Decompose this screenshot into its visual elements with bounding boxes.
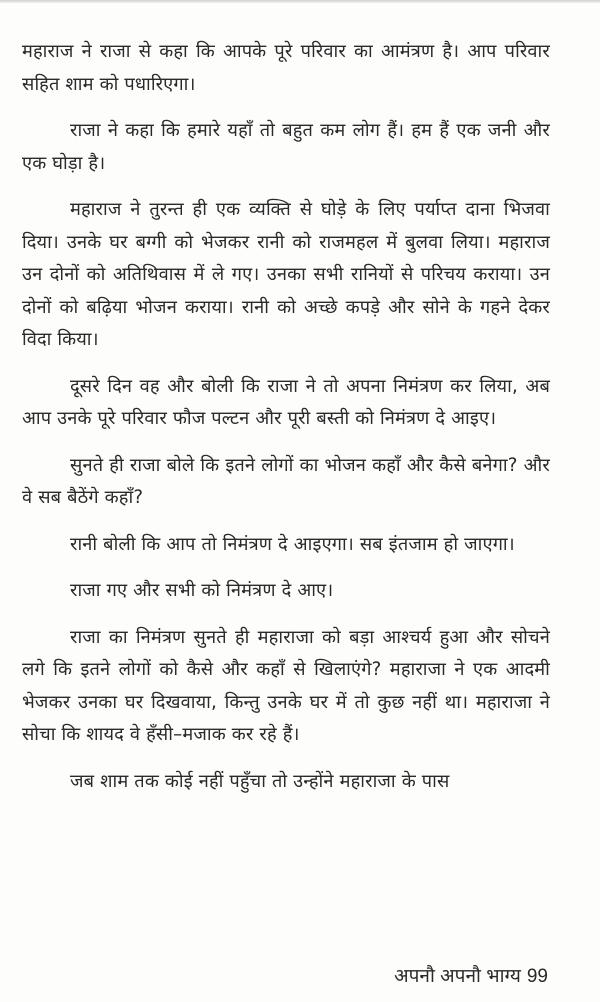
- paragraph-2: राजा ने कहा कि हमारे यहाँ तो बहुत कम लोग हैं। हम हैं एक जनी और एक घोड़ा है।: [22, 120, 550, 174]
- paragraph-7: राजा गए और सभी को निमंत्रण दे आए।: [70, 580, 334, 601]
- page-footer: [394, 962, 548, 988]
- paragraph-8: राजा का निमंत्रण सुनते ही महाराजा को बड़ा आश्चर्य हुआ और सोचने लगे कि इतने लोगों को कैसे और कहाँ से खिलाएंगे? महाराजा ने एक आदमी भेजकर उनका घर दिखवाया, किन्तु उनके घर में तो कुछ नहीं था। महाराजा ने सोचा कि शायद वे हँसी–मजाक कर रहे हैं।: [22, 626, 550, 745]
- paragraph-5: सुनते ही राजा बोले कि इतने लोगों का भोजन कहाँ और कैसे बनेगा? और वे सब बैठेंगे कहाँ?: [22, 454, 550, 508]
- paragraph-6: रानी बोली कि आप तो निमंत्रण दे आइएगा। सब इंतजाम हो जाएगा।: [70, 533, 515, 555]
- top-border: [0, 0, 600, 3]
- page-body: [22, 36, 550, 812]
- book-title: अपनौ अपनौ भाग्य: [394, 966, 521, 987]
- paragraph-9: जब शाम तक कोई नहीं पहुँचा तो उन्होंने महाराजा के पास: [70, 770, 450, 792]
- paragraph-3: महाराज ने तुरन्त ही एक व्यक्ति से घोड़े के लिए पर्याप्त दाना भिजवा दिया। उनके घर बग्गी को भेजकर रानी को राजमहल में बुलवा लिया। महाराज उन दोनों को अतिथिवास में ले गए। उनका सभी रानियों से परिचय कराया। उन दोनों को बढ़िया भोजन कराया। रानी को अच्छे कपड़े और सोने के गहने देकर विदा किया।: [22, 199, 550, 350]
- paragraph-4: दूसरे दिन वह और बोली कि राजा ने तो अपना निमंत्रण कर लिया, अब आप उनके पूरे परिवार फौज पल्टन और पूरी बस्ती को निमंत्रण दे आइए।: [22, 375, 550, 429]
- paragraph-1: महाराज ने राजा से कहा कि आपके पूरे परिवार का आमंत्रण है। आप परिवार सहित शाम को पधारिएगा।: [22, 41, 550, 95]
- page-number: 99: [526, 966, 548, 987]
